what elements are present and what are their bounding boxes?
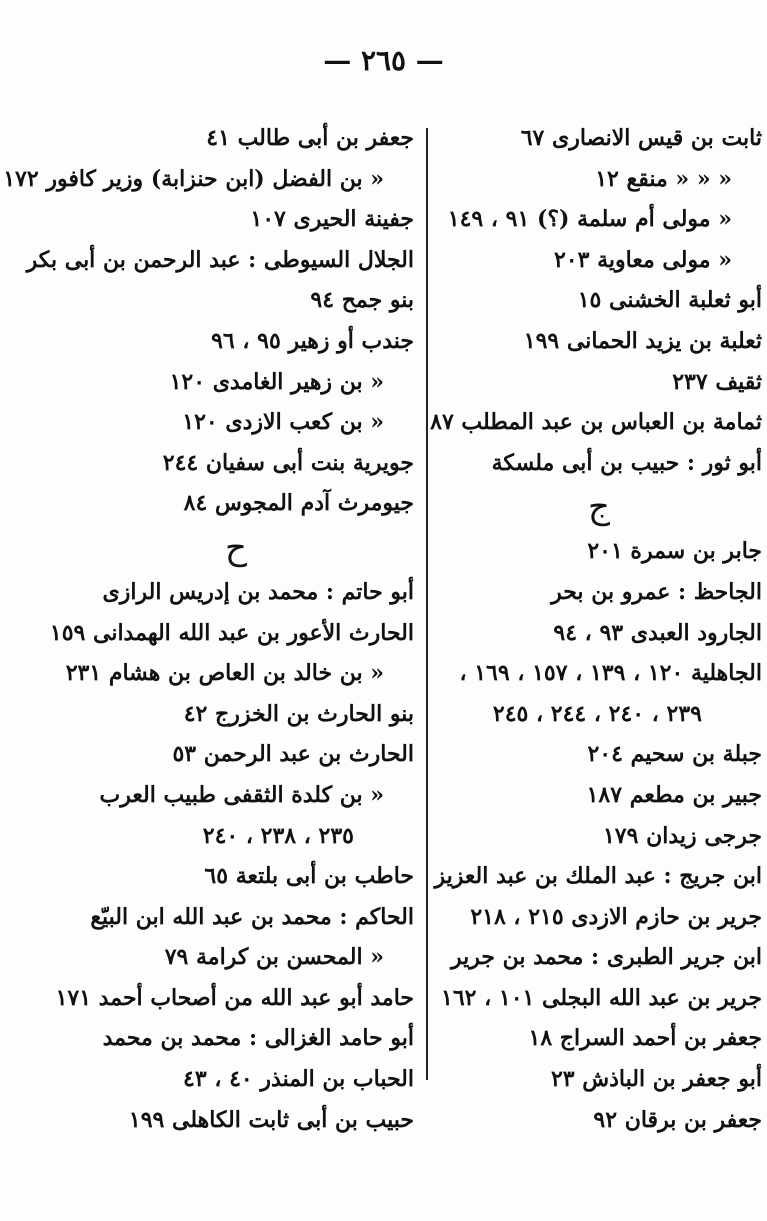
index-entry: أبو حاتم : محمد بن إدريس الرازى <box>102 578 414 605</box>
index-column-left <box>3 118 414 1140</box>
index-entry: ثابت بن قيس الانصارى ٦٧ <box>520 125 762 151</box>
index-entry: حبيب بن أبى ثابت الكاهلى ١٩٩ <box>128 1106 414 1133</box>
index-entry: « بن خالد بن العاص بن هشام ٢٣١ <box>65 660 384 687</box>
index-entry: حاطب بن أبى بلتعة ٦٥ <box>204 863 414 890</box>
index-entry: ثقيف ٢٣٧ <box>672 368 762 395</box>
index-entry: « مولى معاوية ٢٠٣ <box>553 246 732 273</box>
index-entry: الجاهلية ١٢٠ ، ١٣٩ ، ١٥٧ ، ١٦٩ ، <box>459 660 762 687</box>
index-entry: جبلة بن سحيم ٢٠٤ <box>587 741 762 768</box>
index-entry: ٢٣٩ ، ٢٤٠ ، ٢٤٤ ، ٢٤٥ <box>492 700 702 727</box>
index-entry: أبو ثعلبة الخشنى ١٥ <box>577 287 762 314</box>
index-entry: جفينة الحيرى ١٠٧ <box>250 206 414 233</box>
index-entry: أبو ثور : حبيب بن أبى ملسكة <box>491 449 762 476</box>
column-divider <box>426 128 428 1080</box>
index-entry: جعفر بن برقان ٩٢ <box>593 1106 762 1133</box>
index-entry: الحارث الأعور بن عبد الله الهمدانى ١٥٩ <box>49 619 414 646</box>
index-entry: أبو جعفر بن الباذش ٢٣ <box>550 1066 762 1093</box>
section-letter-heading: ج <box>588 487 610 528</box>
index-entry: ثعلبة بن يزيد الحمانى ١٩٩ <box>523 327 762 354</box>
index-entry: جندب أو زهير ٩٥ ، ٩٦ <box>211 327 414 354</box>
index-entry: جابر بن سمرة ٢٠١ <box>587 538 762 565</box>
index-entry: « مولى أم سلمة (؟) ٩١ ، ١٤٩ <box>447 206 732 233</box>
page-number: — ٢٦٥ — <box>323 44 444 77</box>
index-entry: حامد أبو عبد الله من أصحاب أحمد ١٧١ <box>55 984 414 1011</box>
index-entry: « بن الفضل (ابن حنزابة) وزير كافور ١٧٢ <box>3 165 384 192</box>
index-column-right <box>430 118 762 1140</box>
index-entry: ٢٣٥ ، ٢٣٨ ، ٢٤٠ <box>202 822 354 849</box>
index-entry: الجارود العبدى ٩٣ ، ٩٤ <box>553 619 762 646</box>
index-entry: « « « منقع ١٢ <box>595 165 732 192</box>
index-entry: « بن كلدة الثقفى طبيب العرب <box>99 781 384 808</box>
index-entry: جرير بن عبد الله البجلى ١٠١ ، ١٦٢ <box>441 984 762 1011</box>
index-entry: الحارث بن عبد الرحمن ٥٣ <box>172 741 414 768</box>
index-entry: جيومرث آدم المجوس ٨٤ <box>183 490 414 517</box>
index-entry: « بن زهير الغامدى ١٢٠ <box>169 368 384 395</box>
index-entry: الحباب بن المنذر ٤٠ ، ٤٣ <box>183 1066 414 1093</box>
index-entry: ابن جريج : عبد الملك بن عبد العزيز <box>434 863 762 890</box>
index-entry: بنو جمح ٩٤ <box>310 287 414 314</box>
index-entry: جرير بن حازم الازدى ٢١٥ ، ٢١٨ <box>470 903 762 930</box>
index-entry: « بن كعب الازدى ١٢٠ <box>182 409 384 436</box>
index-entry: « المحسن بن كرامة ٧٩ <box>164 944 384 971</box>
index-entry: ابن جرير الطبرى : محمد بن جرير <box>450 944 762 971</box>
section-letter-heading: ح <box>225 527 247 568</box>
index-entry: ثمامة بن العباس بن عبد المطلب ٨٧ <box>430 409 762 436</box>
index-entry: الجلال السيوطى : عبد الرحمن بن أبى بكر <box>26 246 414 273</box>
index-entry: أبو حامد الغزالى : محمد بن محمد <box>102 1025 414 1052</box>
index-entry: الحاكم : محمد بن عبد الله ابن البيّع <box>90 903 414 930</box>
index-entry: جعفر بن أبى طالب ٤١ <box>206 125 414 151</box>
index-entry: جويرية بنت أبى سفيان ٢٤٤ <box>162 449 414 476</box>
index-entry: بنو الحارث بن الخزرج ٤٢ <box>183 700 414 727</box>
index-entry: جرجى زيدان ١٧٩ <box>602 822 762 849</box>
index-entry: جعفر بن أحمد السراج ١٨ <box>528 1025 762 1052</box>
index-entry: جبير بن مطعم ١٨٧ <box>586 781 762 808</box>
index-entry: الجاحظ : عمرو بن بحر <box>551 578 762 605</box>
